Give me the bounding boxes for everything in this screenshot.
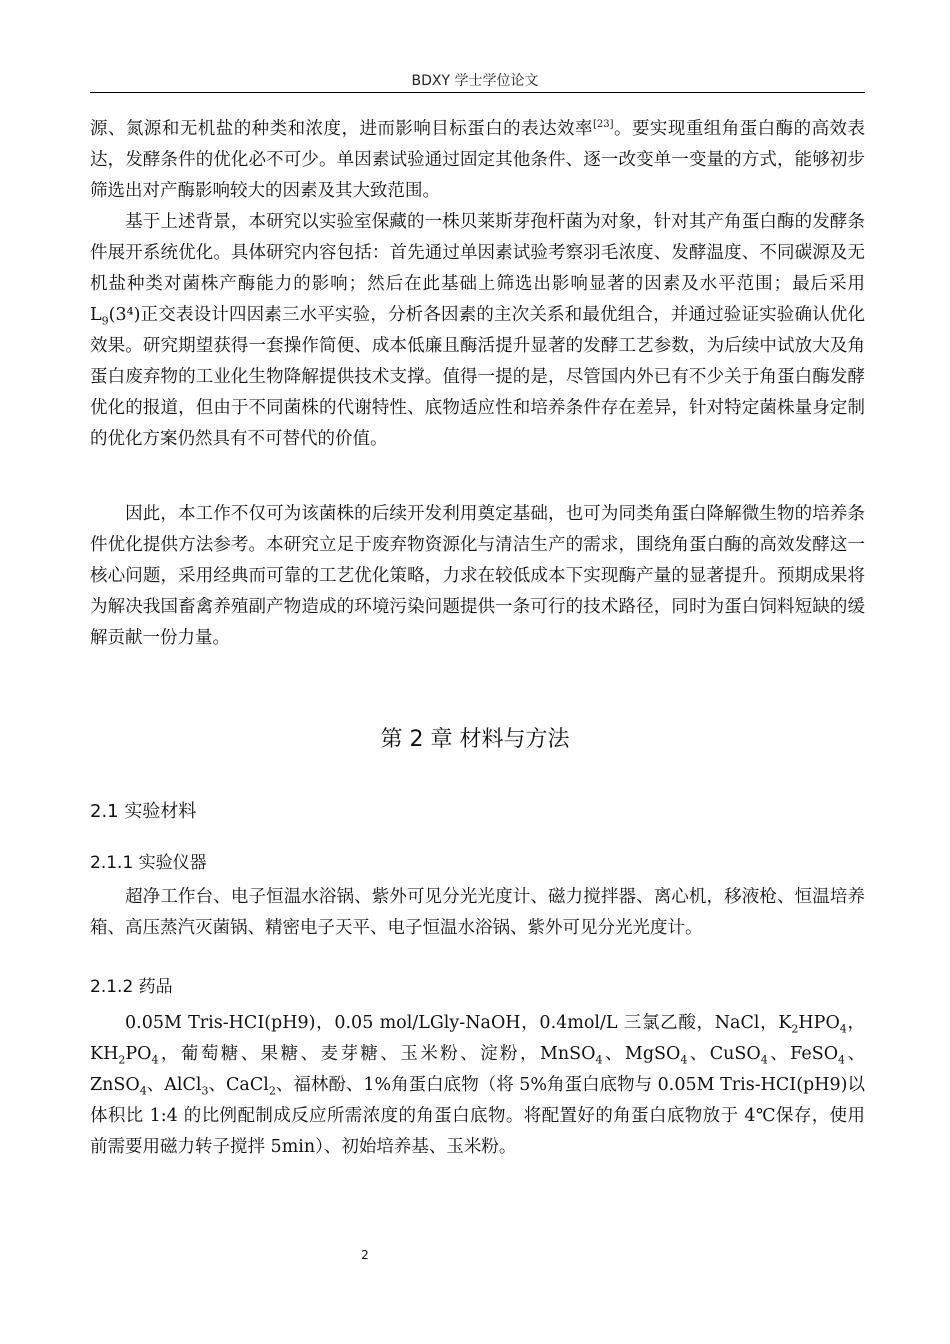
intro-p3-text: 因此，本工作不仅可为该菌株的后续开发利用奠定基础，也可为同类角蛋白降解微生物的培养条件优化提供方法参考。本研究立足于废弃物资源化与清洁生产的需求，围绕角蛋白酶的高效发酵这一核心问题，采用经典而可靠的工艺优化策略，力求在较低成本下实现酶产量的显著提升。预期成果将为解决我国畜禽养殖副产物造成的环境污染问题提供一条可行的技术路径，同时为蛋白饲料短缺的缓解贡献一份力量。 [90,504,865,648]
subscript: 3 [201,1084,209,1098]
chapter-title: 第 2 章 材料与方法 [380,727,570,752]
intro-p1-text-a: 源、氮源和无机盐的种类和浓度，进而影响目标蛋白的表达效率 [90,119,593,139]
reagents-text: PO [125,1044,152,1064]
subscript: 2 [791,1022,799,1036]
reagents-text: 、FeSO [767,1044,839,1064]
intro-paragraph-1 [90,114,865,207]
subscript: 2 [268,1084,276,1098]
subscript: 4 [838,1053,846,1067]
subscript: 4 [595,1053,603,1067]
reagents-text: 、ZnSO [90,1044,865,1095]
reagents-text: HPO [798,1013,840,1033]
section-2-1-1-heading: 2.1.1 实验仪器 [90,853,207,873]
intro-p2-subscript: 9 [101,314,109,328]
subscript: 4 [680,1053,688,1067]
reagents-text: 、MgSO [602,1044,681,1064]
reagents-text: 、福林酚、1%角蛋白底物（将 5%角蛋白底物与 0.05M Tris-HCI(pH9)以体积比 1:4 的比例配制成反应所需浓度的角蛋白底物。将配置好的角蛋白底物放于 4℃保存，使用前需要用磁力转子搅拌 5min）、初始培养基、玉米粉。 [90,1075,865,1157]
instruments-text: 超净工作台、电子恒温水浴锅、紫外可见分光光度计、磁力搅拌器、离心机，移液枪、恒温培养箱、高压蒸汽灭菌锅、精密电子天平、电子恒温水浴锅、紫外可见分光光度计。 [90,887,865,938]
subscript: 4 [151,1053,159,1067]
subscript: 2 [118,1053,126,1067]
citation-ref: [23] [592,119,614,131]
page-number: 2 [361,1248,369,1262]
reagents-text: 、AlCl [146,1075,202,1095]
reagents-text: 、CaCl [208,1075,269,1095]
section-2-1-2-heading: 2.1.2 药品 [90,977,173,997]
intro-p1-text-b: 。要实现重组角蛋白酶的高效表达，发酵条件的优化必不可少。单因素试验通过固定其他条件、逐一改变单一变量的方式，能够初步筛选出对产酶影响较大的因素及其大致范围。 [90,119,866,201]
section-2-1-heading: 2.1 实验材料 [90,801,197,822]
instruments-paragraph [90,882,865,944]
intro-p2-text-a: 基于上述背景，本研究以实验室保藏的一株贝莱斯芽孢杆菌为对象，针对其产角蛋白酶的发酵条件展开系统优化。具体研究内容包括：首先通过单因素试验考察羽毛浓度、发酵温度、不同碳源及无机盐种类对菌株产酶能力的影响；然后在此基础上筛选出影响显著的因素及水平范围；最后采用 L [90,212,865,325]
reagents-text: ，KH [90,1013,865,1064]
reagents-paragraph [90,1008,865,1163]
intro-p2-text-b: (3⁴)正交表设计四因素三水平实验，分析各因素的主次关系和最优组合，并通过验证实验确认优化效果。研究期望获得一套操作简便、成本低廉且酶活提升显著的发酵工艺参数，为后续中试放大及角蛋白废弃物的工业化生物降解提供技术支撑。值得一提的是，尽管国内外已有不少关于角蛋白酶发酵优化的报道，但由于不同菌株的代谢特性、底物适应性和培养条件存在差异，针对特定菌株量身定制的优化方案仍然具有不可替代的价值。 [90,305,865,449]
reagents-text: ，葡萄糖、果糖、麦芽糖、玉米粉、淀粉，MnSO [158,1044,596,1064]
subscript: 4 [139,1084,147,1098]
subscript: 4 [760,1053,768,1067]
reagents-text: 、CuSO [687,1044,761,1064]
intro-paragraph-3 [90,499,865,654]
intro-paragraph-2 [90,207,865,455]
header-rule [90,92,865,93]
running-header: BDXY 学士学位论文 [411,73,539,89]
reagents-text: 0.05M Tris-HCI(pH9)，0.05 mol/LGly-NaOH，0.4mol/L 三氯乙酸，NaCl，K [125,1013,792,1033]
subscript: 4 [839,1022,847,1036]
